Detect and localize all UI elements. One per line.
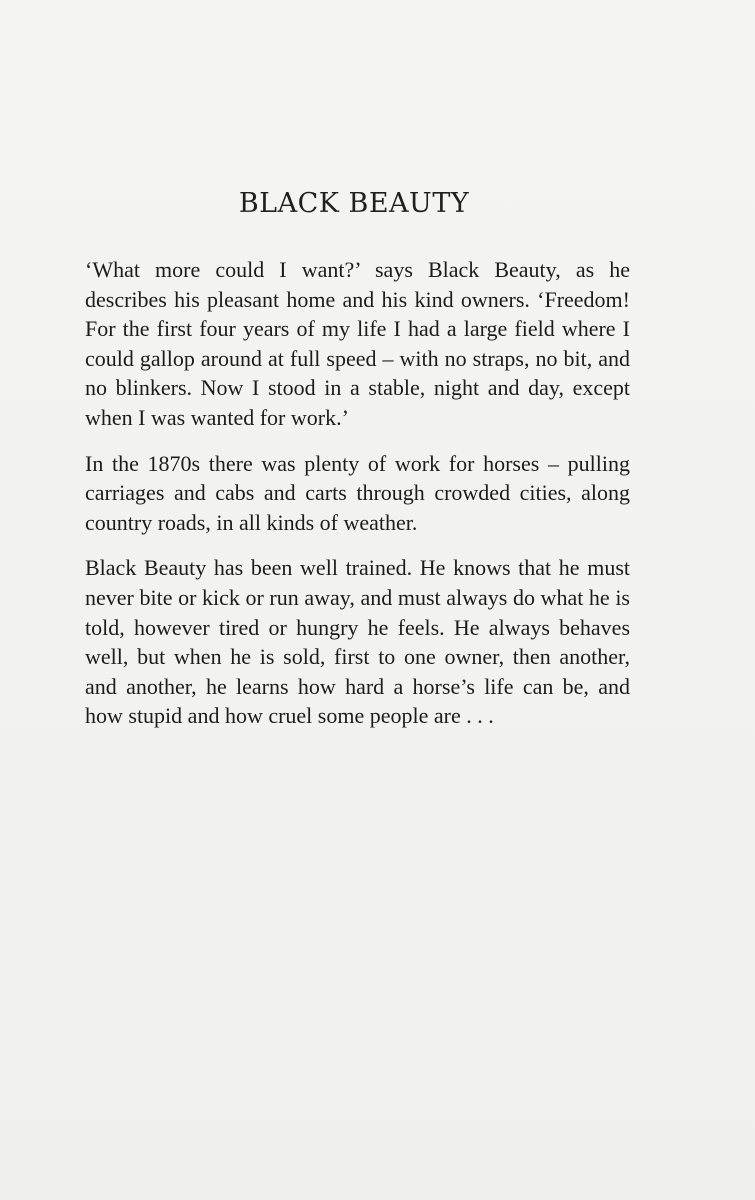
paragraph: ‘What more could I want?’ says Black Beauty, as he describes his pleasant home and his kind owners. ‘Freedom! For the first four years of my life I had a large field where I could gallop around at full speed – with no straps, no bit, and no blinkers. Now I stood in a stable, night and day, except when I was wanted for work.’ [85,257,630,430]
page-title: BLACK BEAUTY [238,188,470,219]
paragraph: In the 1870s there was plenty of work for horses – pulling carriages and cabs and carts through crowded cities, along country roads, in all kinds of weather. [85,450,630,535]
blurb-text [85,255,630,747]
paragraph: Black Beauty has been well trained. He knows that he must never bite or kick or run away, and must always do what he is told, however tired or hungry he feels. He always behaves well, but when he is sold, first to one owner, then another, and another, he learns how hard a horse’s life can be, and how stupid and how cruel some people are . . . [85,555,630,729]
